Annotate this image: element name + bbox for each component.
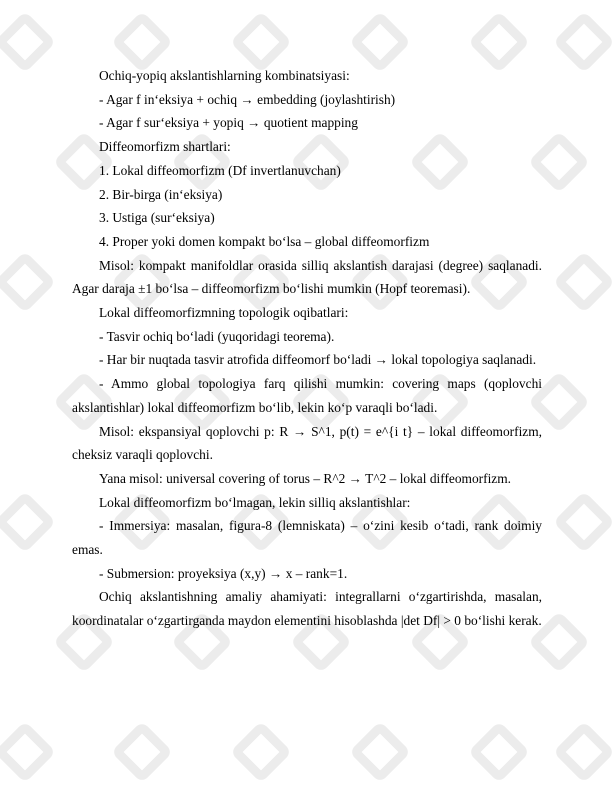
watermark-diamond-icon: [553, 251, 612, 313]
paragraph-combinations-heading: Ochiq-yopiq akslantishlarning kombinatsiyasi:: [99, 68, 350, 83]
list-item-2: 2. Bir-birga (in‘eksiya): [99, 186, 223, 202]
watermark-diamond-icon: [0, 721, 56, 783]
watermark-diamond-icon: [553, 721, 612, 783]
paragraph-example-degree: Misol: kompakt manifoldlar orasida silliq akslantish darajasi (degree) saqlanadi. Agar daraja ±1 bo‘lsa – diffeomorfizm bo‘lishi mumkin (Hopf teoremasi).: [72, 257, 542, 297]
document-body: [72, 64, 542, 633]
paragraph-non-diffeo-heading: Lokal diffeomorfizm bo‘lmagan, lekin silliq akslantishlar:: [99, 494, 411, 510]
paragraph-covering-maps: - Ammo global topologiya farq qilishi mumkin: covering maps (qoplovchi akslantishlar) lokal diffeomorfizm bo‘lib, lekin ko‘p varaqli bo‘ladi.: [72, 376, 542, 415]
paragraph-submersion: - Submersion: proyeksiya (x,y) → x – rank=1.: [99, 565, 348, 581]
paragraph-example-torus: Yana misol: universal covering of torus – R^2 → T^2 – lokal diffeomorfizm.: [99, 470, 512, 486]
paragraph-topological-heading: Lokal diffeomorfizmning topologik oqibatlari:: [99, 305, 349, 321]
watermark-diamond-icon: [349, 721, 411, 783]
watermark-diamond-icon: [553, 11, 612, 73]
watermark-diamond-icon: [230, 721, 292, 783]
watermark-diamond-icon: [468, 721, 530, 783]
watermark-diamond-icon: [553, 491, 612, 553]
paragraph-embedding: - Agar f in‘eksiya + ochiq → embedding (joylashtirish): [99, 91, 396, 107]
paragraph-example-exponential: Misol: ekspansiyal qoplovchi p: R → S^1, p(t) = e^{i t} – lokal diffeomorfizm, cheksiz varaqli qoplovchi.: [72, 423, 542, 463]
watermark-diamond-icon: [0, 11, 56, 73]
paragraph-quotient: - Agar f sur‘eksiya + yopiq → quotient mapping: [99, 115, 358, 131]
paragraph-image-open: - Tasvir ochiq bo‘ladi (yuqoridagi teorema).: [99, 328, 335, 344]
watermark-diamond-icon: [0, 251, 56, 313]
paragraph-practical-significance: Ochiq akslantishning amaliy ahamiyati: integrallarni o‘zgartirishda, masalan, koordinatalar o‘zgartirganda maydon elementini hisoblashda |det Df| > 0 bo‘lishi kerak.: [72, 589, 542, 629]
watermark-diamond-icon: [0, 491, 56, 553]
paragraph-immersion: - Immersiya: masalan, figura-8 (lemniskata) – o‘zini kesib o‘tadi, rank doimiy emas.: [72, 518, 542, 558]
paragraph-local-topology: - Har bir nuqtada tasvir atrofida diffeomorf bo‘ladi → lokal topologiya saqlanadi.: [99, 352, 537, 368]
list-item-4: 4. Proper yoki domen kompakt bo‘lsa – global diffeomorfizm: [99, 233, 430, 249]
paragraph-diffeo-conditions-heading: Diffeomorfizm shartlari:: [99, 139, 231, 155]
list-item-3: 3. Ustiga (sur‘eksiya): [99, 210, 215, 226]
list-item-1: 1. Lokal diffeomorfizm (Df invertlanuvchan): [99, 162, 341, 178]
watermark-diamond-icon: [111, 721, 173, 783]
